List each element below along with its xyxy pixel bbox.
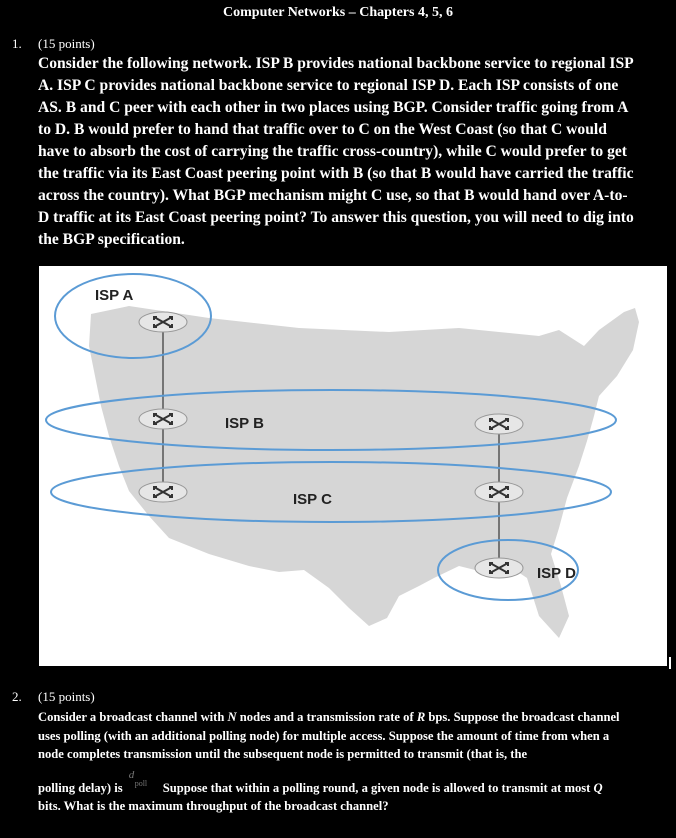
dpoll-symbol [123,768,163,792]
q2-text-part: bps. Suppose the broadcast channel uses polling (with an additional polling node) for multiple access. Suppose the amount of time from when a node completes transmission until the subsequent node is permitted to transmit (that is, the [38,710,620,761]
isp-a-label: ISP A [95,287,134,304]
variable-r: R [416,710,426,724]
q2-text-part: polling delay) is [38,780,123,795]
dpoll-d: d [128,768,135,781]
question-2-paragraph-1 [38,708,638,764]
question-2-text [38,708,638,816]
dpoll-subscript: poll [134,778,148,788]
router-icon [139,312,187,332]
router-icon [139,482,187,502]
router-icon [475,482,523,502]
question-1-number: 1. [12,36,22,51]
us-map-shape [89,306,639,638]
text-cursor [669,657,671,669]
router-icon [475,414,523,434]
question-2-number: 2. [12,689,22,704]
question-1-text: Consider the following network. ISP B provides national backbone service to regional ISP A. ISP C provides national backbone service to regional ISP D. Each ISP consists of one AS. B and C peer with each other in two places using BGP. Consider traffic going from A to D. B would prefer to hand that traffic over to C on the West Coast (so that C would have to absorb the cost of carrying the traffic cross-country), while C would prefer to get the traffic via its East Coast peering point with B (so that B would have carried the traffic across the country). What BGP mechanism might C use, so that B would hand over A-to-D traffic at its East Coast peering point? To answer this question, you will need to dig into the BGP specification. [38,55,634,248]
page-title: Computer Networks – Chapters 4, 5, 6 [223,5,453,20]
q2-text-part: Suppose that within a polling round, a given node is allowed to transmit at most [162,780,594,795]
router-icon [475,558,523,578]
q2-text-part: nodes and a transmission rate of [236,710,417,724]
isp-d-label: ISP D [537,565,576,582]
network-diagram [39,266,667,666]
q2-text-part: Consider a broadcast channel with [38,710,228,724]
variable-n: N [227,710,237,724]
question-1-points: (15 points) [38,36,95,51]
isp-c-label: ISP C [293,491,332,508]
question-2-paragraph-2 [38,768,638,816]
isp-b-label: ISP B [225,415,264,432]
network-figure [39,266,667,666]
question-2-points: (15 points) [38,689,95,704]
q2-text-part: bits. What is the maximum throughput of the broadcast channel? [38,799,389,813]
variable-q: Q [593,780,603,795]
router-icon [139,409,187,429]
